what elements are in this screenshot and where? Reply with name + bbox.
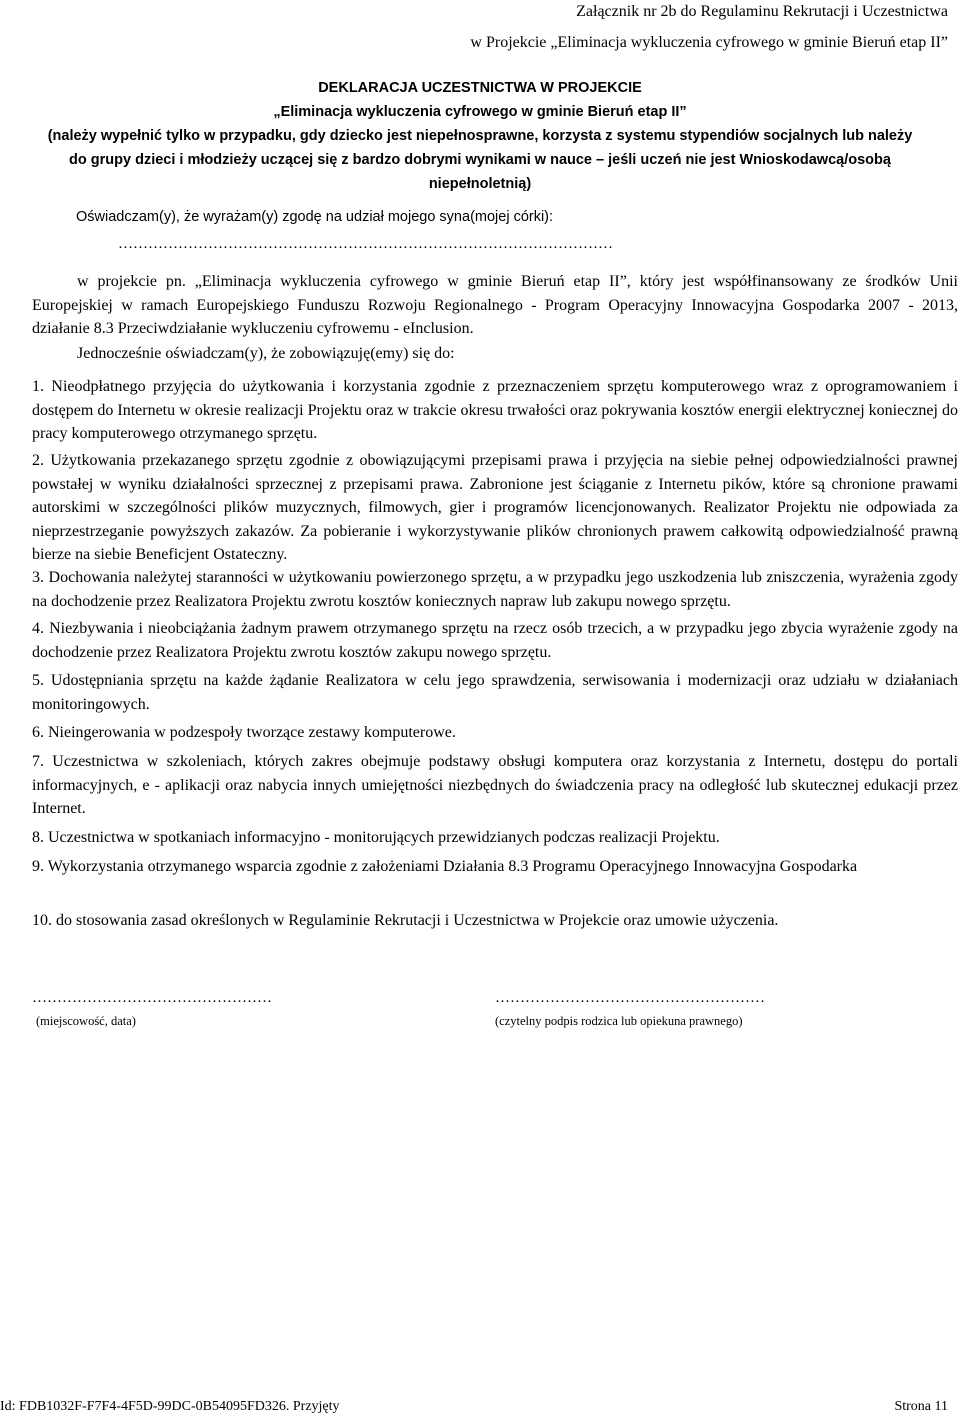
project-description: w projekcie pn. „Eliminacja wykluczenia cyfrowego w gminie Bieruń etap II”, który jest współfinansowany ze środków Unii Europejskiej w ramach Europejskiego Funduszu Rozwoju Regionalnego - Program Operacyjny Innowacyjna Gospodarka 2007 - 2013, działanie 8.3 Przeciwdziałanie wykluczeniu cyfrowemu - eInclusion. — [32, 273, 958, 337]
parent-signature-field[interactable]: ……………………………………………… — [495, 990, 765, 1006]
attachment-header — [248, 0, 948, 54]
obligation-item-10: 10. do stosowania zasad określonych w Regulaminie Rekrutacji i Uczestnictwa w Projekcie oraz umowie użyczenia. — [32, 912, 779, 929]
obligation-item-9: 9. Wykorzystania otrzymanego wsparcia zgodnie z założeniami Działania 8.3 Programu Operacyjnego Innowacyjna Gospodarka — [32, 858, 858, 875]
obligation-item-5: 5. Udostępniania sprzętu na każde żądanie Realizatora w celu jego sprawdzenia, serwisowania i modernizacji oraz udziału w działaniach monitoringowych. — [32, 672, 958, 713]
obligation-item-2: 2. Użytkowania przekazanego sprzętu zgodnie z obowiązującymi przepisami prawa i przyjęcia na siebie pełnej odpowiedzialności prawnej powstałej w wyniku działalności sprzecznej z przepisami prawa. Zabronione jest ściąganie z Internetu pików, które są chronione prawami autorskimi w szczególności plików muzycznych, filmowych, gier i programów licencjonowanych. Realizator Projektu nie odpowiada za nieprzestrzeganie powyższych zakazów. Za pobieranie i wykorzystywanie plików chronionych prawem całkowitą odpowiedzialność prawną bierze na siebie Beneficjent Ostateczny. — [32, 452, 958, 563]
obligation-item-8: 8. Uczestnictwa w spotkaniach informacyjno - monitorujących przewidzianych podczas realizacji Projektu. — [32, 829, 720, 846]
child-name-field[interactable]: ……………………………………………………………………………………… — [118, 236, 613, 252]
obligation-item-4: 4. Niezbywania i nieobciążania żadnym prawem otrzymanego sprzętu na rzecz osób trzecich, a w przypadku jego zbycia wyrażenie zgody na dochodzenie przez Realizatora Projektu zwrotu kosztów zakupu nowego sprzętu. — [32, 620, 958, 661]
obligation-item-7: 7. Uczestnictwa w szkoleniach, których zakres obejmuje podstawy obsługi komputera oraz korzystania z Internetu, dostępu do portali informacyjnych, e - aplikacji oraz nabycia innych umiejętności niezbędnych do świadczenia pracy na odległość lub skutecznej edukacji przez Internet. — [32, 753, 958, 817]
place-date-label: (miejscowość, data) — [36, 1014, 136, 1028]
attachment-line-1: Załącznik nr 2b do Regulaminu Rekrutacji i Uczestnictwa — [576, 3, 948, 20]
document-title — [30, 76, 930, 196]
title-line-1: DEKLARACJA UCZESTNICTWA W PROJEKCIE — [318, 80, 642, 96]
parent-signature-label: (czytelny podpis rodzica lub opiekuna prawnego) — [495, 1014, 743, 1028]
document-id: Id: FDB1032F-F7F4-4F5D-99DC-0B54095FD326. Przyjęty — [0, 1399, 340, 1414]
title-line-2: „Eliminacja wykluczenia cyfrowego w gminie Bieruń etap II” — [273, 104, 687, 120]
attachment-line-2: w Projekcie „Eliminacja wykluczenia cyfrowego w gminie Bieruń etap II” — [470, 34, 948, 51]
obligation-item-1: 1. Nieodpłatnego przyjęcia do użytkowania i korzystania zgodnie z przeznaczeniem sprzętu komputerowego wraz z oprogramowaniem i dostępem do Internetu w okresie realizacji Projektu oraz w trakcie okresu trwałości oraz pokrywania kosztów energii elektrycznej koniecznej do pracy komputerowego otrzymanego sprzętu. — [32, 378, 958, 442]
consent-statement: Oświadczam(y), że wyrażam(y) zgodę na udział mojego syna(mojej córki): — [76, 209, 554, 225]
commitment-intro: Jednocześnie oświadczam(y), że zobowiązuję(emy) się do: — [77, 345, 455, 362]
obligation-item-3: 3. Dochowania należytej staranności w użytkowaniu powierzonego sprzętu, a w przypadku jego uszkodzenia lub zniszczenia, wyrażenia zgody na dochodzenie przez Realizatora Projektu zwrotu kosztów koniecznych napraw lub zakupu nowego sprzętu. — [32, 569, 958, 610]
page-footer — [0, 1397, 960, 1417]
page-number: Strona 11 — [894, 1399, 948, 1414]
obligation-item-6: 6. Nieingerowania w podzespoły tworzące zestawy komputerowe. — [32, 724, 456, 741]
parent-signature — [495, 988, 955, 1029]
place-date-field[interactable]: ………………………………………… — [32, 990, 272, 1006]
title-condition: (należy wypełnić tylko w przypadku, gdy dziecko jest niepełnosprawne, korzysta z systemu stypendiów socjalnych lub należy do grupy dzieci i młodzieży uczącej się z bardzo dobrymi wynikami w nauce – jeśli uczeń nie jest Wnioskodawcą/osobą niepełnoletnią) — [47, 128, 913, 192]
place-date-signature — [32, 988, 482, 1029]
